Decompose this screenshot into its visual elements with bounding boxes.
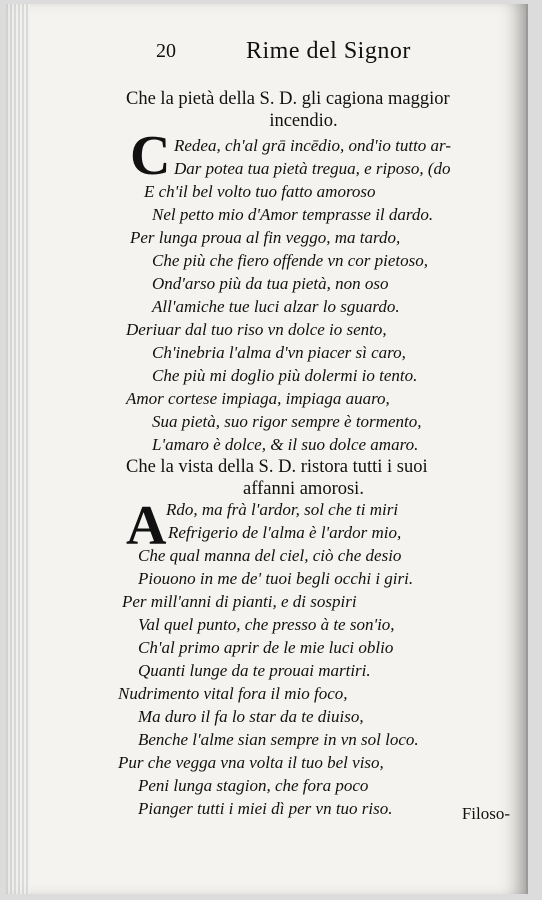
verse-line: Che qual manna del ciel, ciò che desio: [138, 546, 402, 565]
verse-line: Per lunga proua al fin veggo, ma tardo,: [130, 228, 401, 247]
poem-title-1-line2: incendio.: [269, 111, 338, 131]
book-page: [6, 4, 528, 894]
verse-line: Amor cortese impiaga, impiaga auaro,: [126, 389, 390, 408]
verse-line: Ma duro il fa lo star da te diuiso,: [138, 707, 364, 726]
verse-line: Redea, ch'al grā incēdio, ond'io tutto ar-: [174, 136, 451, 155]
verse-line: Rdo, ma frà l'ardor, sol che ti miri: [166, 500, 399, 519]
poem-title-2-line1: Che la vista della S. D. ristora tutti i suoi: [126, 457, 428, 477]
page-header: [156, 40, 446, 74]
verse-line: Sua pietà, suo rigor sempre è tormento,: [152, 412, 422, 431]
verse-line: E ch'il bel volto tuo fatto amoroso: [144, 182, 376, 201]
verse-line: Nudrimento vital fora il mio foco,: [118, 684, 348, 703]
poem-title-1: [126, 88, 521, 132]
verse-line: Nel petto mio d'Amor temprasse il dardo.: [152, 205, 434, 224]
poem-title-2: [126, 456, 521, 500]
drop-cap-1: C: [130, 125, 171, 187]
drop-cap-2: A: [126, 495, 167, 557]
verse-line: Piouono in me de' tuoi begli occhi i giri.: [138, 569, 414, 588]
verse-line: Che più mi doglio più dolermi io tento.: [152, 366, 418, 385]
catchword: Filoso-: [461, 804, 510, 823]
verse-line: Peni lunga stagion, che fora poco: [138, 776, 369, 795]
verse-line: Ch'al primo aprir de le mie luci oblio: [138, 638, 394, 657]
verse-line: Val quel punto, che presso à te son'io,: [138, 615, 395, 634]
verse-line: Deriuar dal tuo riso vn dolce io sento,: [126, 320, 387, 339]
verse-line: Refrigerio de l'alma è l'ardor mio,: [168, 523, 402, 542]
verse-line: L'amaro è dolce, & il suo dolce amaro.: [152, 435, 419, 454]
page-edge-shadow: [6, 4, 30, 894]
verse-line: Quanti lunge da te prouai martiri.: [138, 661, 371, 680]
poem-title-2-line2: affanni amorosi.: [243, 479, 364, 499]
verse-line: Pur che vegga vna volta il tuo bel viso,: [118, 753, 384, 772]
verse-line: Dar potea tua pietà tregua, e riposo, (do: [174, 159, 451, 178]
running-head: Rime del Signor: [246, 38, 411, 64]
verse-line: Benche l'alme sian sempre in vn sol loco.: [138, 730, 419, 749]
verse-line: Ch'inebria l'alma d'vn piacer sì caro,: [152, 343, 406, 362]
verse-line: All'amiche tue luci alzar lo sguardo.: [152, 297, 400, 316]
poem-title-1-line1: Che la pietà della S. D. gli cagiona maggior: [126, 89, 450, 109]
verse-line: Che più che fiero offende vn cor pietoso,: [152, 251, 429, 270]
page-number: 20: [156, 40, 176, 62]
verse-line: Pianger tutti i miei dì per vn tuo riso.: [138, 799, 393, 818]
verse-line: Per mill'anni di pianti, e di sospiri: [122, 592, 357, 611]
verse-line: Ond'arso più da tua pietà, non oso: [152, 274, 389, 293]
